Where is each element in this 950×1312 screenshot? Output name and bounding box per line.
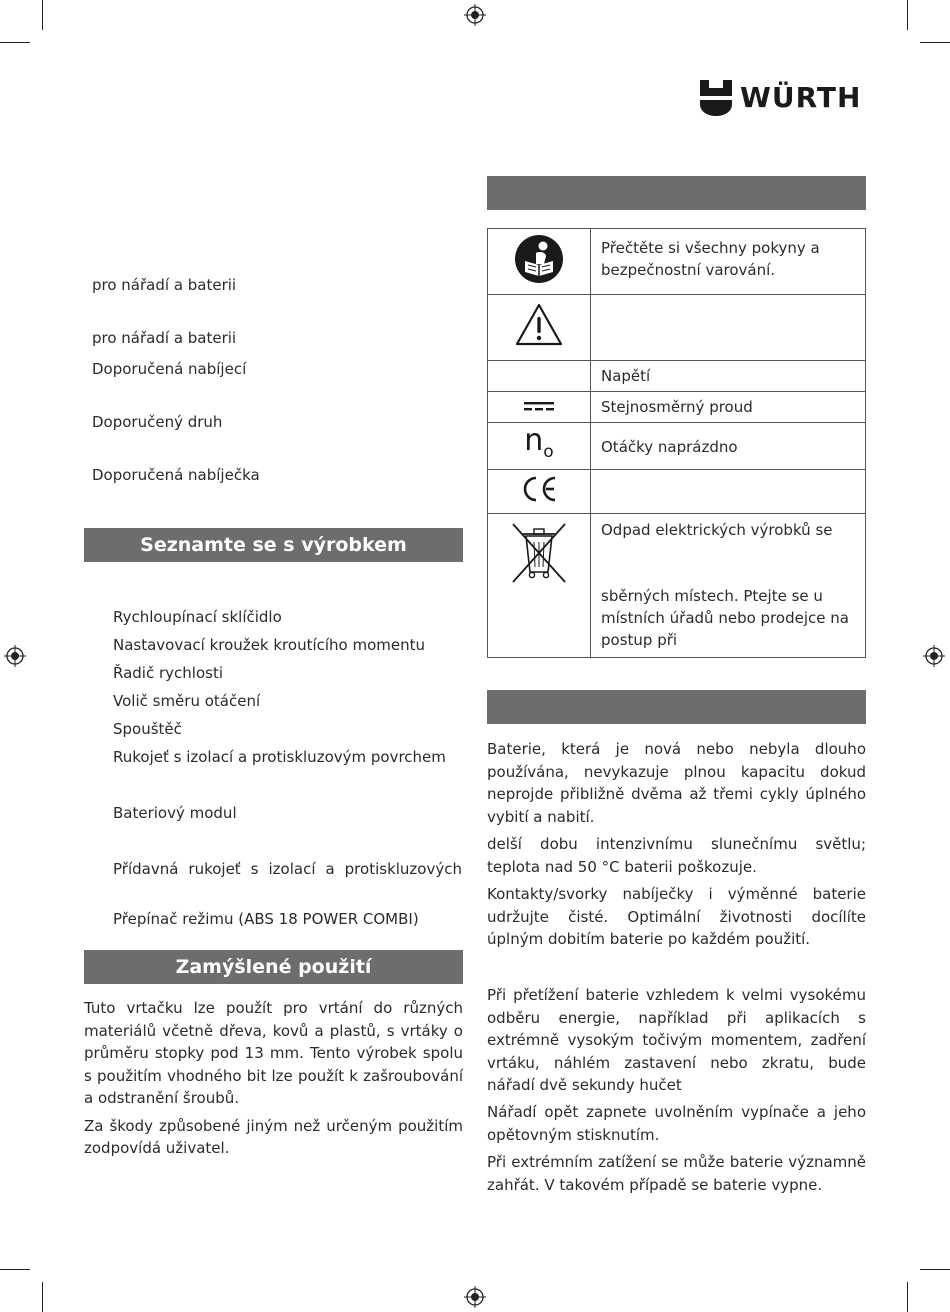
symbol-description: Přečtěte si všechny pokyny a bezpečnostní varování. [591, 229, 866, 295]
brand-name: WÜRTH [740, 81, 862, 114]
intended-use-text [84, 997, 463, 1160]
symbol-cell [488, 514, 591, 658]
wurth-emblem-icon [700, 80, 732, 116]
section-heading-use: Zamýšlené použití [84, 950, 463, 984]
registration-mark-icon [464, 1286, 486, 1308]
symbol-description [591, 470, 866, 514]
registration-mark-icon [4, 645, 26, 667]
product-part: Bateriový modul [113, 804, 237, 822]
symbol-description [591, 514, 866, 658]
spec-label: Doporučená nabíječka [92, 466, 260, 484]
product-part: Rychloupínací sklíčidlo [113, 608, 282, 626]
table-row [488, 361, 866, 392]
symbol-description [591, 295, 866, 361]
crop-mark [907, 1282, 908, 1312]
crop-mark [0, 1269, 30, 1270]
product-part: Spouštěč [113, 720, 182, 738]
crop-mark [920, 1269, 950, 1270]
battery-paragraph: delší dobu intenzivnímu slunečnímu světlu; teplota nad 50 °C baterii poškozuje. [487, 835, 866, 876]
table-row [488, 392, 866, 423]
symbols-table [487, 228, 866, 658]
product-part: Přídavná rukojeť s izolací a protiskluzových [113, 860, 462, 878]
no-load-speed-symbol: n [524, 422, 544, 458]
symbol-cell [488, 361, 591, 392]
symbol-cell [488, 392, 591, 423]
product-part: Volič směru otáčení [113, 692, 261, 710]
symbol-cell [488, 470, 591, 514]
paragraph: Za škody způsobené jiným než určeným použitím zodpovídá uživatel. [84, 1116, 463, 1157]
symbol-description: Stejnosměrný proud [591, 392, 866, 423]
battery-paragraph: Nářadí opět zapnete uvolněním vypínače a jeho opětovným stisknutím. [487, 1103, 866, 1144]
product-part: Řadič rychlosti [113, 664, 223, 682]
spec-label: pro nářadí a baterii [92, 329, 237, 347]
warning-triangle-icon [514, 302, 564, 348]
symbol-description: Napětí [591, 361, 866, 392]
crop-mark [0, 42, 30, 43]
symbol-cell [488, 229, 591, 295]
section-heading-symbols [487, 176, 866, 210]
symbol-description: Otáčky naprázdno [591, 423, 866, 470]
product-part: Rukojeť s izolací a protiskluzovým povrchem [113, 748, 446, 766]
table-row [488, 514, 866, 658]
crossed-bin-icon [510, 522, 568, 584]
ce-mark-icon [519, 474, 559, 504]
table-row [488, 470, 866, 514]
crop-mark [920, 42, 950, 43]
spec-label: pro nářadí a baterii [92, 276, 237, 294]
no-load-speed-subscript: o [543, 441, 554, 462]
symbol-cell [488, 423, 591, 470]
direct-current-icon [524, 400, 554, 412]
paragraph: Tuto vrtačku lze použít pro vrtání do různých materiálů včetně dřeva, kovů a plastů, s vrtáky o průměru stopky pod 13 mm. Tento výrobek spolu s použitím vhodného bit lze použít k zašroubování a odstranění šroubů. [84, 999, 463, 1107]
section-heading-product: Seznamte se s výrobkem [84, 528, 463, 562]
registration-mark-icon [464, 4, 486, 26]
spec-label: Doporučená nabíjecí [92, 360, 247, 378]
battery-paragraph: Při extrémním zatížení se může baterie významně zahřát. V takovém případě se baterie vypne. [487, 1153, 866, 1194]
brand-logo [700, 80, 861, 116]
product-part: Přepínač režimu (ABS 18 POWER COMBI) [113, 910, 419, 928]
product-part: Nastavovací kroužek kroutícího momentu [113, 636, 426, 654]
crop-mark [42, 1282, 43, 1312]
battery-paragraph: Baterie, která je nová nebo nebyla dlouho používána, nevykazuje plnou kapacitu dokud neprojde přibližně dvěma až třemi cykly úplného vybití a nabití. [487, 740, 866, 826]
crop-mark [907, 0, 908, 30]
battery-paragraph: Kontakty/svorky nabíječky i výměnné baterie udržujte čisté. Optimální životnosti docílíte úplným dobitím baterie po každém použití. [487, 885, 866, 948]
table-row [488, 229, 866, 295]
table-row [488, 295, 866, 361]
symbol-description-part: sběrných místech. Ptejte se u místních úřadů nebo prodejce na postup při [601, 587, 849, 649]
section-heading-battery [487, 690, 866, 724]
table-row [488, 423, 866, 470]
symbol-cell [488, 295, 591, 361]
read-manual-icon [514, 234, 564, 284]
crop-mark [42, 0, 43, 30]
battery-paragraph: Při přetížení baterie vzhledem k velmi vysokému odběru energie, například při aplikacích s extrémně vysokým točivým momentem, zadření vrtáku, náhlém zastavení nebo zkratu, bude nářadí dvě sekundy hučet [487, 986, 866, 1094]
registration-mark-icon [923, 645, 945, 667]
symbol-description-part: Odpad elektrických výrobků se [601, 521, 833, 539]
spec-label: Doporučený druh [92, 413, 223, 431]
no-load-speed-icon [524, 422, 554, 462]
